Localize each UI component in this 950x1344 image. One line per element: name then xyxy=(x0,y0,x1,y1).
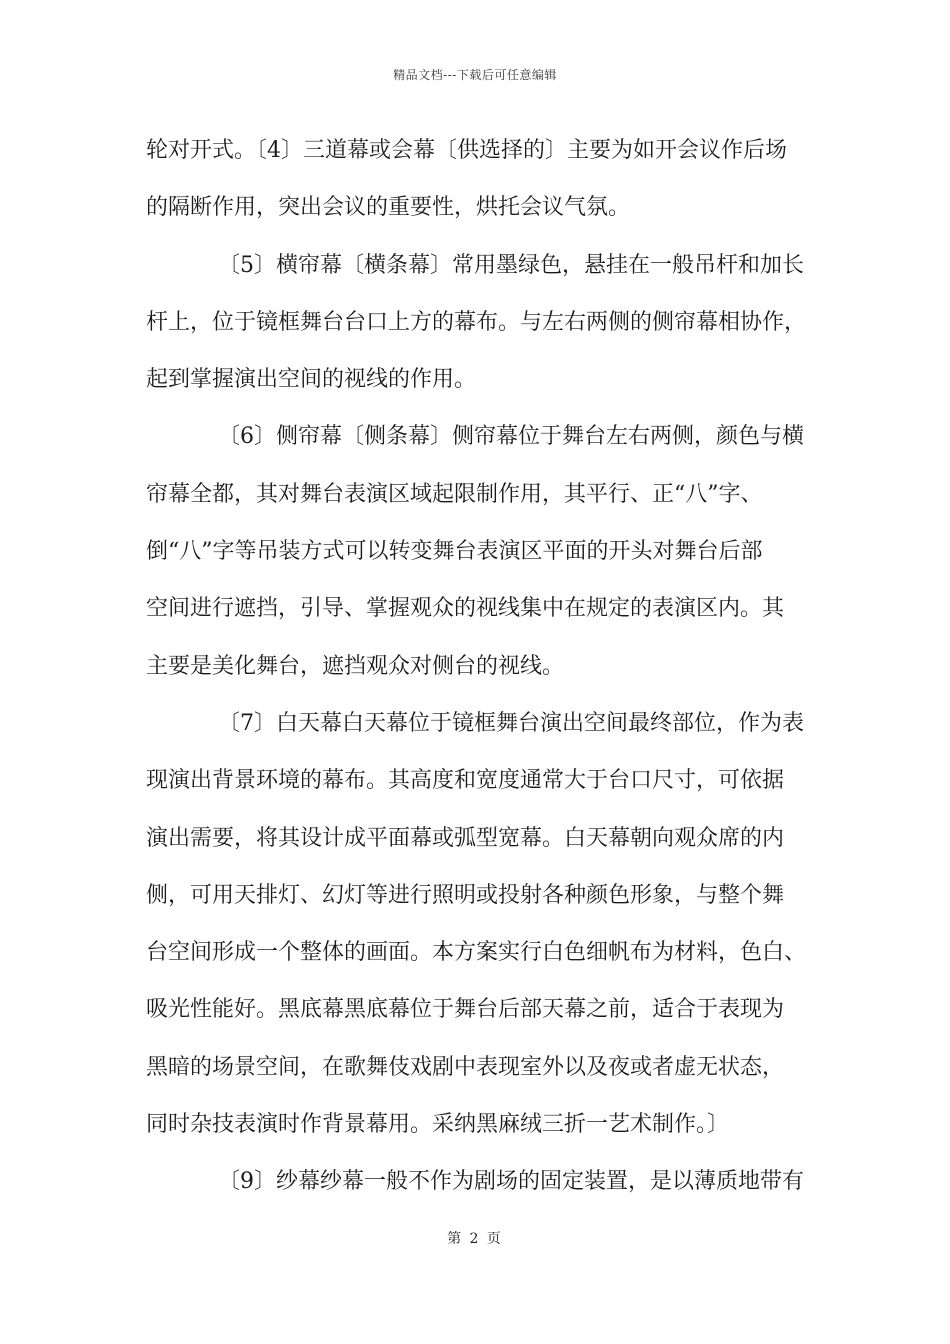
text-line: 起到掌握演出空间的视线的作用。 xyxy=(146,367,477,393)
page-header: 精品文档---下载后可任意编辑 xyxy=(393,68,557,82)
text-line: 吸光性能好。黑底幕黑底幕位于舞台后部天幕之前，适合于表现为 xyxy=(146,997,785,1023)
text-line: 主要是美化舞台，遮挡观众对侧台的视线。 xyxy=(146,653,565,679)
text-line: 的隔断作用，突出会议的重要性，烘托会议气氛。 xyxy=(146,195,631,221)
text-line: 空间进行遮挡，引导、掌握观众的视线集中在规定的表演区内。其 xyxy=(146,596,785,622)
text-line: 倒“八”字等吊装方式可以转变舞台表演区平面的开头对舞台后部 xyxy=(146,539,763,565)
text-line: 现演出背景环境的幕布。其高度和宽度通常大于台口尺寸，可依据 xyxy=(146,768,785,794)
text-line: 帘幕全都，其对舞台表演区域起限制作用，其平行、正“八”字、 xyxy=(146,481,763,507)
page-number: 第 2 页 xyxy=(447,1231,503,1247)
text-line: 〔6〕侧帘幕〔侧条幕〕侧帘幕位于舞台左右两侧，颜色与横 xyxy=(218,424,804,450)
text-line: 侧，可用天排灯、幻灯等进行照明或投射各种颜色形象，与整个舞 xyxy=(146,882,785,908)
text-line: 〔5〕横帘幕〔横条幕〕常用墨绿色，悬挂在一般吊杆和加长 xyxy=(218,252,804,278)
page-body xyxy=(146,128,812,1217)
text-line: 黑暗的场景空间，在歌舞伎戏剧中表现室外以及夜或者虚无状态， xyxy=(146,1054,785,1080)
text-line: 同时杂技表演时作背景幕用。采纳黑麻绒三折一艺术制作。〕 xyxy=(146,1112,730,1138)
text-line: 〔7〕白天幕白天幕位于镜框舞台演出空间最终部位，作为表 xyxy=(218,710,804,736)
text-line: 台空间形成一个整体的画面。本方案实行白色细帆布为材料，色白、 xyxy=(146,940,807,966)
text-line: 杆上，位于镜框舞台台口上方的幕布。与左右两侧的侧帘幕相协作， xyxy=(146,309,807,335)
text-line: 轮对开式。〔4〕三道幕或会幕〔供选择的〕主要为如开会议作后场 xyxy=(146,138,787,163)
text-line: 演出需要，将其设计成平面幕或弧型宽幕。白天幕朝向观众席的内 xyxy=(146,825,785,851)
text-line: 〔9〕纱幕纱幕一般不作为剧场的固定装置，是以薄质地带有 xyxy=(218,1169,804,1195)
